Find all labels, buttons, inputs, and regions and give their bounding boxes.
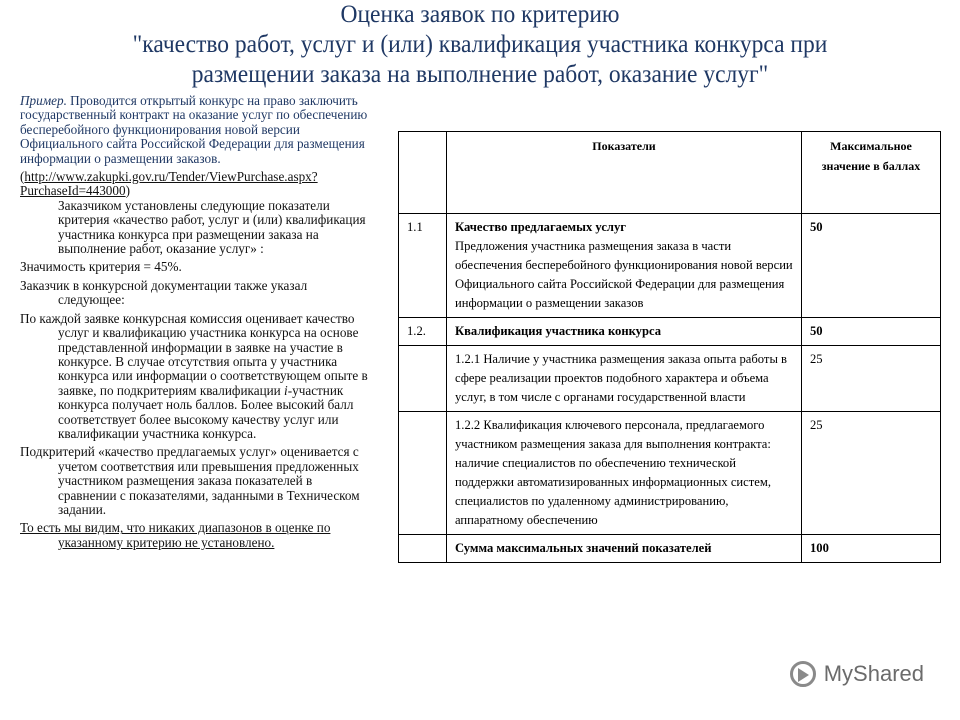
link-close-paren: ) bbox=[125, 183, 130, 199]
header-num-cell bbox=[399, 132, 447, 214]
title-line-1: Оценка заявок по критерию bbox=[340, 1, 620, 28]
conclusion-text: То есть мы видим, что никаких диапазонов в оценке по указанному критерию не установлено. bbox=[20, 520, 331, 550]
header-max-value: Максимальное значение в баллах bbox=[802, 132, 941, 214]
subcriterion-paragraph: Подкритерий «качество предлагаемых услуг» оценивается с учетом соответствия или превышения предложенных участником размещения заказа показателей в сравнении с показателями, заданными в Техническом задании. bbox=[20, 444, 360, 517]
row-value: 25 bbox=[802, 346, 941, 412]
row-value: 25 bbox=[802, 412, 941, 535]
example-text: Проводится открытый конкурс на право заключить государственный контракт на оказание услуг по обеспечению бесперебойного функционирования новой версии Официального сайта Российской Федерации для размещения информации о размещении заказов. bbox=[20, 93, 368, 166]
slide-title bbox=[29, 0, 931, 90]
link-open-paren: ( bbox=[20, 169, 25, 185]
row-description: Предложения участника размещения заказа в части обеспечения бесперебойного функционирования новой версии Официального сайта Российской Федерации для размещения информации о размещении заказов bbox=[455, 239, 793, 310]
row-description: 1.2.1 Наличие у участника размещения заказа опыта работы в сфере реализации проектов подобного характера и объема услуг, в том числе с органами государственной власти bbox=[447, 346, 802, 412]
row-title: Квалификация участника конкурса bbox=[447, 318, 802, 346]
row-number: 1.1 bbox=[399, 214, 447, 318]
significance-paragraph: Значимость критерия = 45%. bbox=[20, 259, 182, 275]
table-row bbox=[399, 318, 941, 346]
table-header-row bbox=[399, 132, 941, 214]
header-indicators: Показатели bbox=[447, 132, 802, 214]
row-number-empty bbox=[399, 412, 447, 535]
sum-label: Сумма максимальных значений показателей bbox=[447, 535, 802, 563]
each-application-text-a: По каждой заявке конкурсная комиссия оценивает качество услуг и квалификацию участника конкурса на основе представленной информации в заявке на участие в конкурсе. В случае отсутствия опыта у участника конкурса или информации о соответствующем опыте в заявке, по подкритериям квалификации bbox=[20, 310, 368, 398]
conclusion-paragraph bbox=[20, 521, 372, 550]
source-link-paragraph bbox=[20, 170, 372, 199]
customer-indicators-paragraph: Заказчиком установлены следующие показатели критерия «качество работ, услуг и (или) квалификация участника конкурса при размещении заказа на выполнение работ, оказание услуг» : bbox=[58, 197, 366, 257]
watermark bbox=[790, 658, 924, 690]
row-description: 1.2.2 Квалификация ключевого персонала, предлагаемого участником размещения заказа для выполнения контракта: наличие специалистов по обеспечению технической поддержки автоматизированных информационных систем, специалистов по удаленному администрированию, аппаратному обеспечению bbox=[447, 412, 802, 535]
row-indicator bbox=[447, 214, 802, 318]
row-number: 1.2. bbox=[399, 318, 447, 346]
title-line-3: размещении заказа на выполнение работ, оказание услуг" bbox=[191, 61, 769, 88]
play-circle-icon bbox=[790, 661, 816, 687]
sum-value: 100 bbox=[802, 535, 941, 563]
example-paragraph bbox=[20, 94, 372, 166]
title-line-2: "качество работ, услуг и (или) квалификация участника конкурса при bbox=[132, 31, 828, 58]
source-link[interactable]: http://www.zakupki.gov.ru/Tender/ViewPurchase.aspx?PurchaseId=443000 bbox=[20, 169, 318, 199]
table-row bbox=[399, 346, 941, 412]
customer-docs-paragraph: Заказчик в конкурсной документации также указал следующее: bbox=[20, 277, 308, 308]
criteria-table bbox=[398, 131, 941, 563]
table-row bbox=[399, 412, 941, 535]
watermark-text: MyShared bbox=[823, 661, 924, 686]
table-sum-row bbox=[399, 535, 941, 563]
row-number-empty bbox=[399, 535, 447, 563]
row-value: 50 bbox=[802, 214, 941, 318]
table-row bbox=[399, 214, 941, 318]
each-application-text-b: -участник конкурса получает ноль баллов. Более высокий балл соответствует более высокому качеству услуг или квалификации участника конкурса. bbox=[58, 382, 354, 441]
each-application-index: i bbox=[284, 382, 288, 398]
left-text-column bbox=[20, 94, 372, 554]
row-title: Качество предлагаемых услуг bbox=[455, 220, 626, 234]
each-application-paragraph bbox=[20, 312, 372, 442]
row-value: 50 bbox=[802, 318, 941, 346]
row-number-empty bbox=[399, 346, 447, 412]
example-label: Пример. bbox=[20, 93, 67, 108]
